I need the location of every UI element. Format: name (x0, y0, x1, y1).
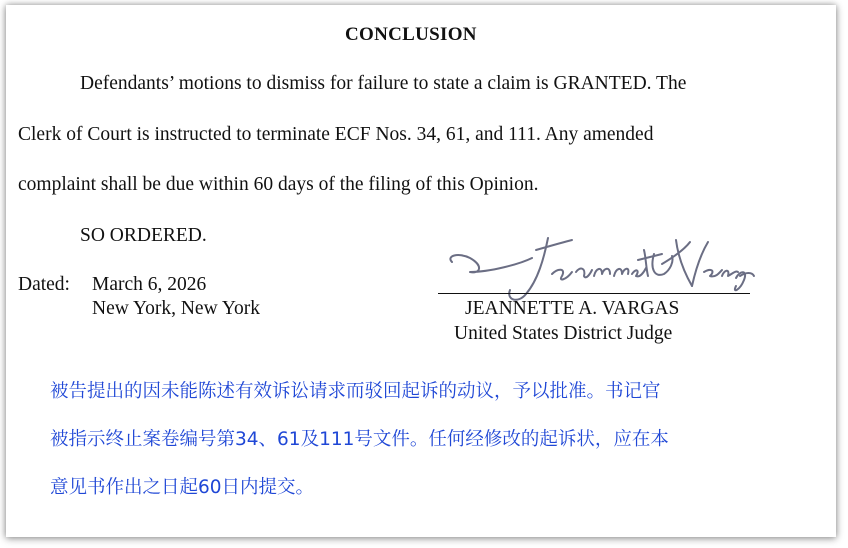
handwritten-signature (440, 228, 760, 308)
judge-name: JEANNETTE A. VARGAS (465, 298, 680, 319)
paragraph-line-2: Clerk of Court is instructed to terminate ECF Nos. 34, 61, and 111. Any amended (18, 124, 654, 145)
judge-title: United States District Judge (454, 323, 673, 344)
paragraph-line-3: complaint shall be due within 60 days of the filing of this Opinion. (18, 174, 539, 195)
so-ordered: SO ORDERED. (80, 225, 207, 246)
translation-line-2: 被指示终止案卷编号第34、61及111号文件。任何经修改的起诉状，应在本 (50, 429, 669, 450)
paragraph-line-1: Defendants’ motions to dismiss for failure to state a claim is GRANTED. The (80, 73, 687, 94)
translation-line-3: 意见书作出之日起60日内提交。 (50, 477, 315, 498)
translation-line-1: 被告提出的因未能陈述有效诉讼请求而驳回起诉的动议，予以批准。书记官 (50, 381, 661, 402)
dated-place: New York, New York (92, 298, 260, 319)
signature-line (438, 293, 750, 294)
dated-label: Dated: (18, 274, 70, 295)
section-heading: CONCLUSION (345, 24, 477, 45)
dated-date: March 6, 2026 (92, 274, 207, 295)
